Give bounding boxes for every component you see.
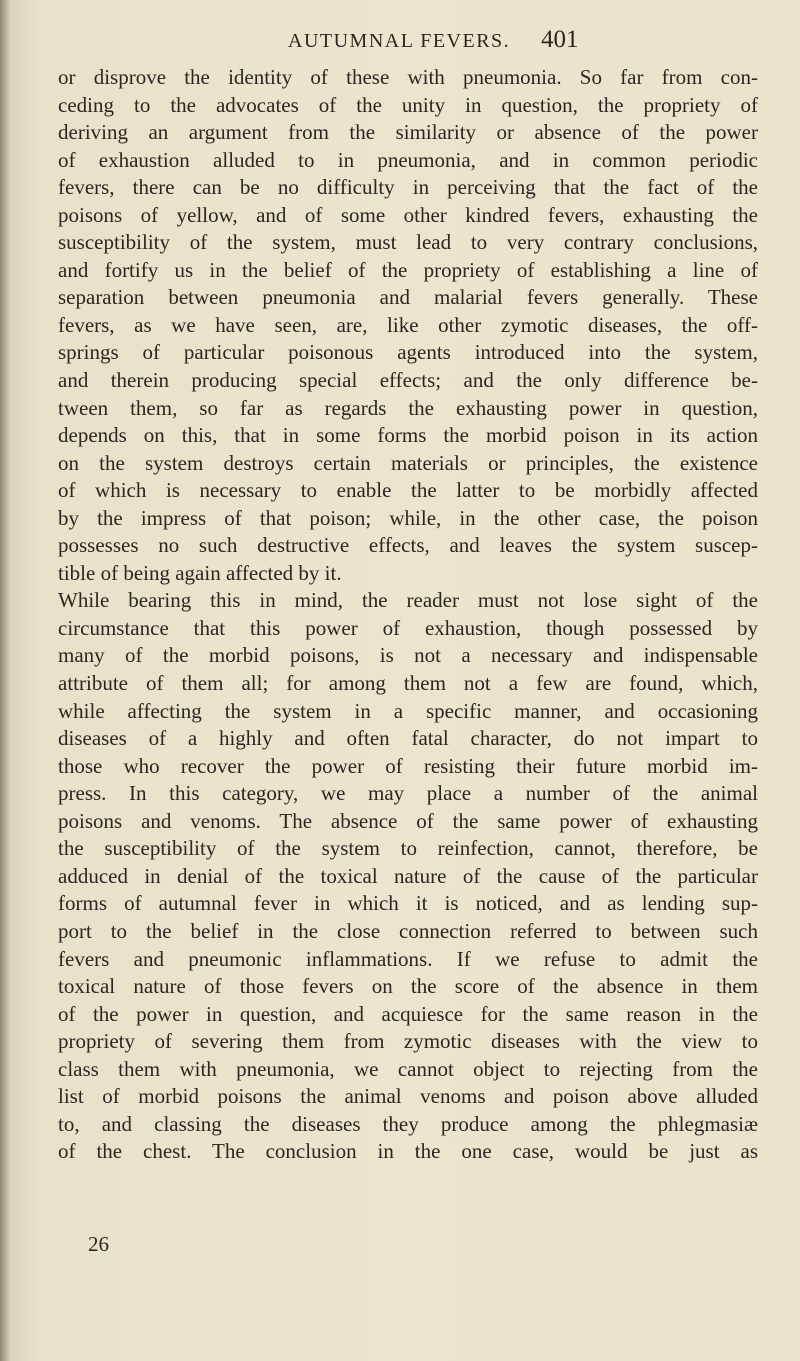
body-text (58, 64, 758, 1166)
text-line: poisons of yellow, and of some other kindred fevers, exhausting the (58, 202, 758, 227)
text-line: deriving an argument from the similarity or absence of the power (58, 120, 758, 145)
text-line: fevers, as we have seen, are, like other zymotic diseases, the off- (58, 312, 758, 337)
text-line: depends on this, that in some forms the morbid poison in its action (58, 423, 758, 448)
text-line: separation between pneumonia and malarial fevers generally. These (58, 285, 758, 310)
text-line: forms of autumnal fever in which it is noticed, and as lending sup- (58, 891, 758, 916)
text-line: attribute of them all; for among them not a few are found, which, (58, 671, 758, 696)
text-line: ceding to the advocates of the unity in question, the propriety of (58, 92, 758, 117)
page-header (0, 22, 800, 62)
text-line: toxical nature of those fevers on the score of the absence in them (58, 974, 758, 999)
text-line: of the chest. The conclusion in the one case, would be just as (58, 1139, 758, 1164)
text-line: class them with pneumonia, we cannot object to rejecting from the (58, 1056, 758, 1081)
text-line: list of morbid poisons the animal venoms and poison above alluded (58, 1084, 758, 1109)
text-line: or disprove the identity of these with pneumonia. So far from con- (58, 65, 758, 89)
text-line: susceptibility of the system, must lead to very contrary conclusions, (58, 230, 758, 255)
running-title: AUTUMNAL FEVERS. (288, 30, 511, 52)
text-line: tible of being again affected by it. (58, 560, 342, 585)
text-line: adduced in denial of the toxical nature of the cause of the particular (58, 863, 758, 888)
page-gutter-shadow (0, 0, 10, 1361)
text-line: on the system destroys certain materials or principles, the existence (58, 450, 758, 475)
text-line: port to the belief in the close connection referred to between such (58, 918, 758, 943)
text-line: press. In this category, we may place a number of the animal (58, 781, 758, 806)
text-line: fevers and pneumonic inflammations. If we refuse to admit the (58, 946, 758, 971)
text-line: to, and classing the diseases they produce among the phlegmasiæ (58, 1111, 758, 1136)
text-line: the susceptibility of the system to reinfection, cannot, therefore, be (58, 836, 758, 861)
text-line: diseases of a highly and often fatal character, do not impart to (58, 726, 758, 751)
text-line: springs of particular poisonous agents introduced into the system, (58, 340, 758, 365)
text-line: many of the morbid poisons, is not a necessary and indispensable (58, 643, 758, 668)
text-line: of the power in question, and acquiesce for the same reason in the (58, 1001, 758, 1026)
text-line: while affecting the system in a specific manner, and occasioning (58, 698, 758, 723)
text-line: and fortify us in the belief of the propriety of establishing a line of (58, 257, 758, 282)
text-line: fevers, there can be no difficulty in perceiving that the fact of the (58, 175, 758, 200)
text-line: propriety of severing them from zymotic diseases with the view to (58, 1029, 758, 1054)
signature-mark: 26 (88, 1232, 109, 1256)
text-line: While bearing this in mind, the reader must not lose sight of the (58, 588, 758, 613)
text-line: poisons and venoms. The absence of the same power of exhausting (58, 808, 758, 833)
text-line: possesses no such destructive effects, and leaves the system suscep- (58, 533, 758, 558)
page-number: 401 (541, 26, 579, 53)
text-line: tween them, so far as regards the exhausting power in question, (58, 395, 758, 420)
text-line: of which is necessary to enable the latter to be morbidly affected (58, 478, 758, 503)
text-line: and therein producing special effects; and the only difference be- (58, 368, 758, 393)
text-line: those who recover the power of resisting their future morbid im- (58, 753, 758, 778)
text-line: by the impress of that poison; while, in the other case, the poison (58, 505, 758, 530)
text-line: of exhaustion alluded to in pneumonia, and in common periodic (58, 147, 758, 172)
text-line: circumstance that this power of exhaustion, though possessed by (58, 615, 758, 640)
